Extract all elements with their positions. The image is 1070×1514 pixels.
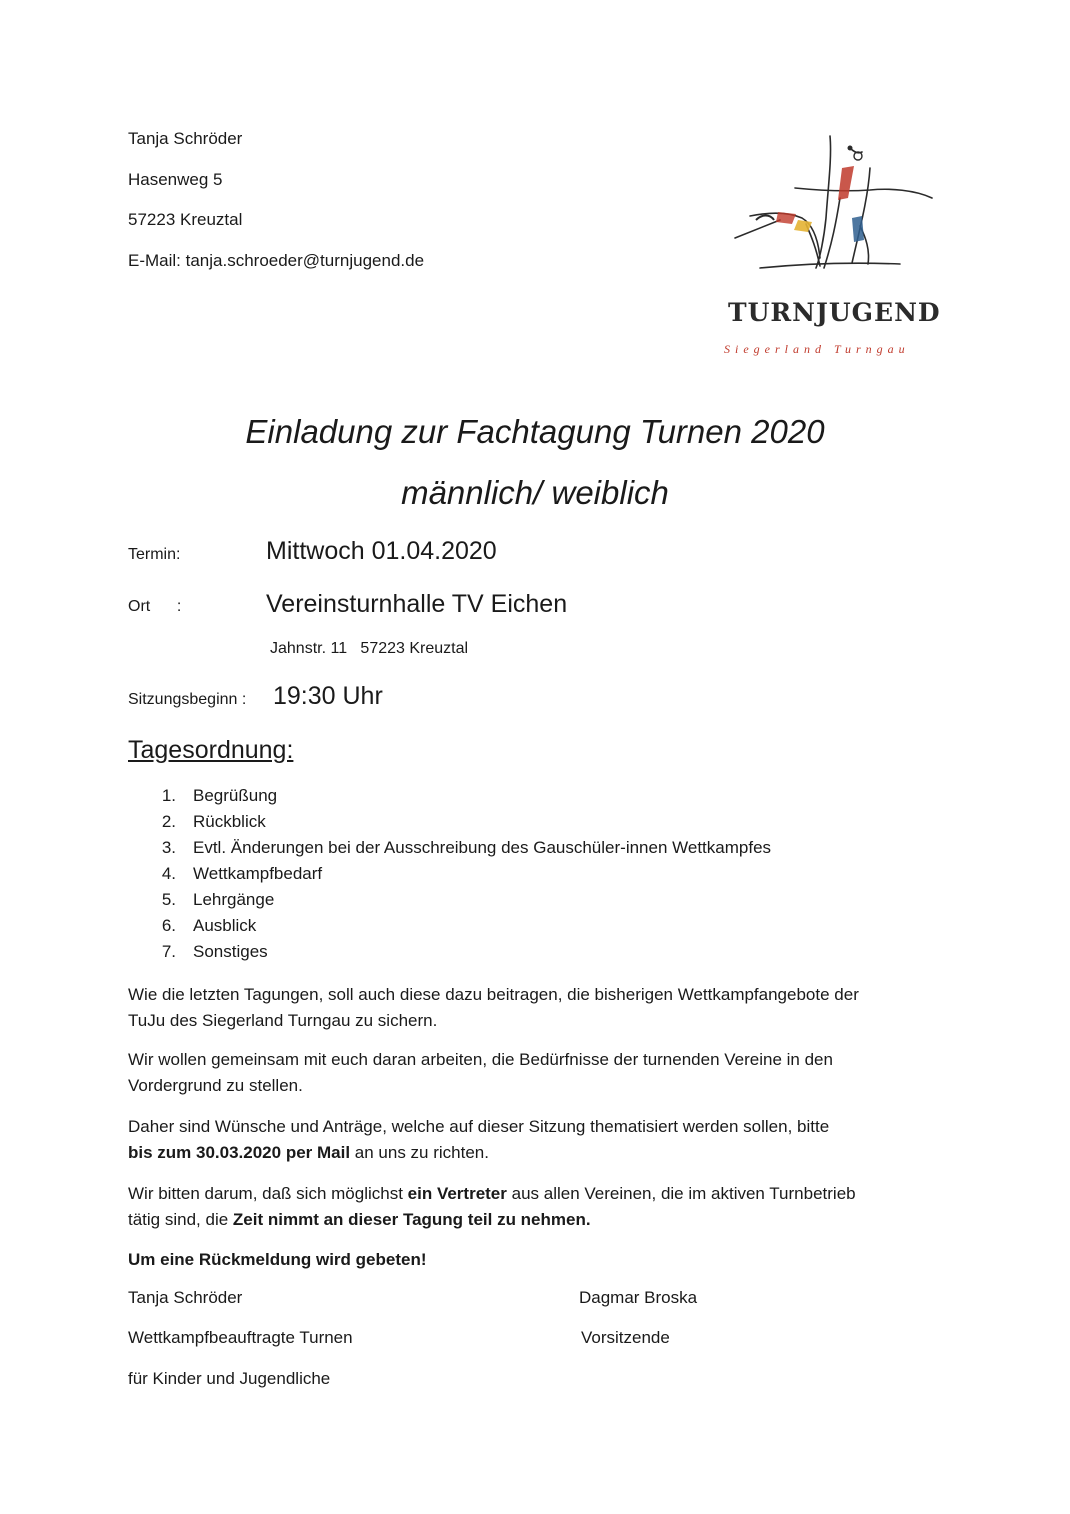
list-item-number: 7. xyxy=(161,942,176,961)
paragraph-2-line2: Vordergrund zu stellen. xyxy=(128,1076,303,1095)
signature-right-name: Dagmar Broska xyxy=(579,1288,698,1307)
paragraph-3-line1: Daher sind Wünsche und Anträge, welche auf dieser Sitzung thematisiert werden sollen, bitte xyxy=(128,1117,830,1136)
list-item-text: Lehrgänge xyxy=(193,890,275,909)
termin-label: Termin: xyxy=(128,546,181,563)
sender-city: 57223 Kreuztal xyxy=(128,210,243,229)
paragraph-1-line2: TuJu des Siegerland Turngau zu sichern. xyxy=(128,1011,438,1030)
paragraph-4 xyxy=(128,1181,856,1233)
paragraph-2 xyxy=(128,1047,833,1099)
venue-address: Jahnstr. 11 57223 Kreuztal xyxy=(270,640,469,657)
gymnasts-logo-graphic xyxy=(720,128,940,360)
begin-label: Sitzungsbeginn : xyxy=(128,691,247,708)
list-item-text: Evtl. Änderungen bei der Ausschreibung des Gauschüler-innen Wettkampfes xyxy=(193,838,772,857)
paragraph-4-text-a: Wir bitten darum, daß sich möglichst xyxy=(128,1184,408,1203)
sender-street: Hasenweg 5 xyxy=(128,170,223,189)
signature-left-name: Tanja Schröder xyxy=(128,1288,243,1307)
paragraph-4-text-b: aus allen Vereinen, die im aktiven Turnbetrieb xyxy=(506,1184,856,1203)
paragraph-4-text-c: tätig sind, die xyxy=(128,1210,233,1229)
paragraph-3-line2 xyxy=(128,1140,829,1166)
paragraph-4-line2 xyxy=(128,1207,856,1233)
paragraph-4-line1 xyxy=(128,1181,856,1207)
deadline-emphasis: bis zum 30.03.2020 per Mail xyxy=(128,1143,351,1162)
list-item-number: 3. xyxy=(161,838,176,857)
sender-name: Tanja Schröder xyxy=(128,129,243,148)
paragraph-5 xyxy=(128,1247,427,1273)
list-item-number: 5. xyxy=(161,890,176,909)
termin-value: Mittwoch 01.04.2020 xyxy=(266,537,497,565)
logo-word: TURNJUGEND xyxy=(728,298,940,327)
paragraph-1 xyxy=(128,982,859,1034)
ort-value: Vereinsturnhalle TV Eichen xyxy=(266,590,568,618)
list-item-number: 4. xyxy=(161,864,176,883)
list-item-number: 1. xyxy=(161,786,176,805)
sender-email: E-Mail: tanja.schroeder@turnjugend.de xyxy=(128,251,425,270)
list-item-number: 2. xyxy=(161,812,176,831)
paragraph-2-line1: Wir wollen gemeinsam mit euch daran arbeiten, die Bedürfnisse der turnenden Vereine in den xyxy=(128,1050,833,1069)
turnjugend-logo xyxy=(720,128,940,360)
title-line2: männlich/ weiblich xyxy=(401,474,669,511)
begin-value: 19:30 Uhr xyxy=(273,682,383,710)
signature-left-role2: für Kinder und Jugendliche xyxy=(128,1369,331,1388)
list-item-number: 6. xyxy=(161,916,176,935)
list-item-text: Ausblick xyxy=(193,916,257,935)
title-line1: Einladung zur Fachtagung Turnen 2020 xyxy=(245,413,825,450)
list-item-text: Begrüßung xyxy=(193,786,278,805)
agenda-heading: Tagesordnung: xyxy=(128,736,294,764)
ort-label: Ort : xyxy=(128,598,182,615)
paragraph-1-line1: Wie die letzten Tagungen, soll auch diese dazu beitragen, die bisherigen Wettkampfangebote der xyxy=(128,985,859,1004)
list-item-text: Rückblick xyxy=(193,812,266,831)
signature-right-role: Vorsitzende xyxy=(581,1328,670,1347)
list-item-text: Sonstiges xyxy=(193,942,268,961)
logo-subtitle: Siegerland Turngau xyxy=(724,342,910,356)
feedback-request: Um eine Rückmeldung wird gebeten! xyxy=(128,1250,427,1269)
paragraph-3 xyxy=(128,1114,829,1166)
list-item-text: Wettkampfbedarf xyxy=(193,864,323,883)
attendance-emphasis: Zeit nimmt an dieser Tagung teil zu nehmen. xyxy=(232,1210,591,1229)
representative-emphasis: ein Vertreter xyxy=(407,1184,507,1203)
signature-left-role: Wettkampfbeauftragte Turnen xyxy=(128,1328,353,1347)
paragraph-3-line2-rest: an uns zu richten. xyxy=(350,1143,489,1162)
